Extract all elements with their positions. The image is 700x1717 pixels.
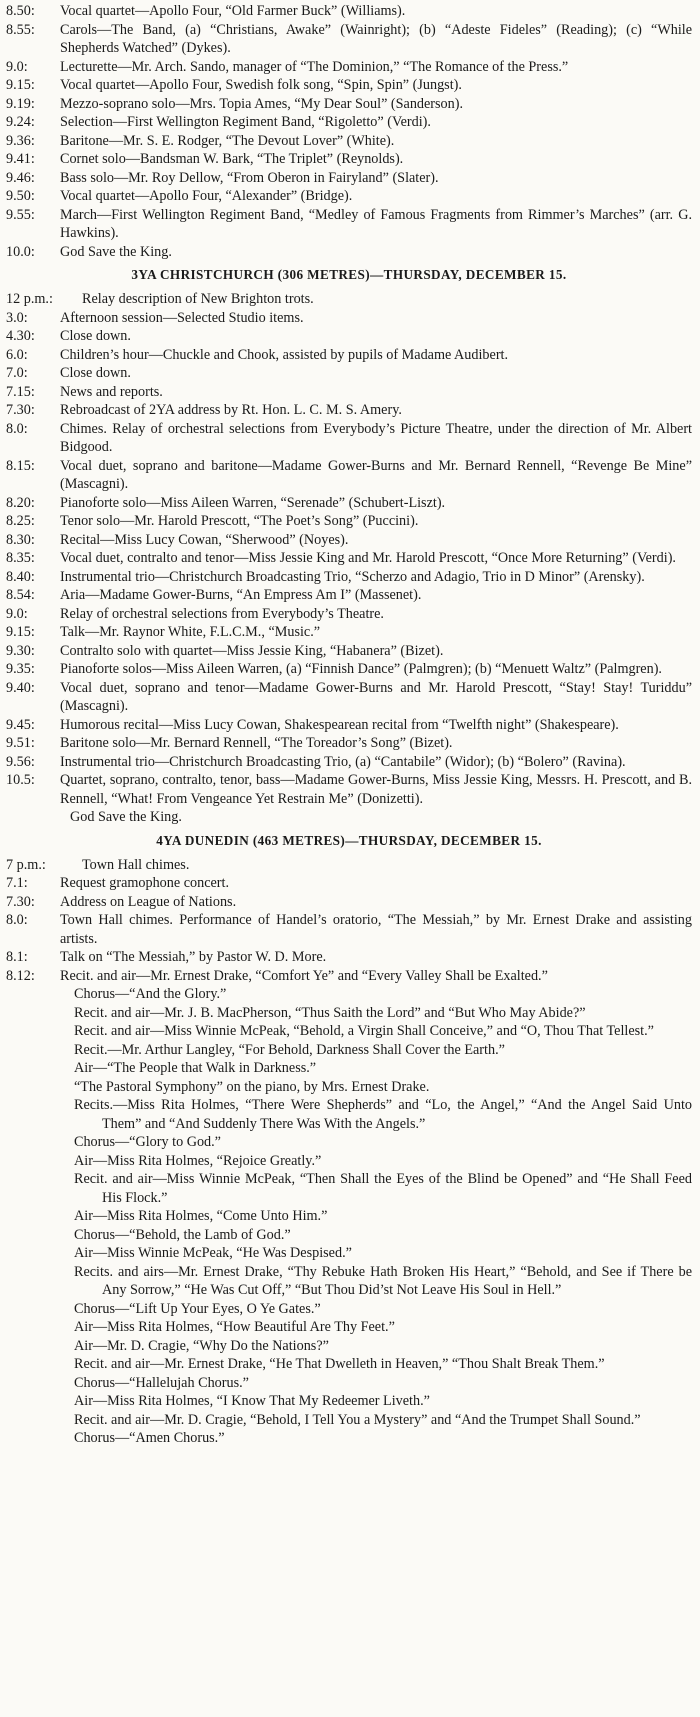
item-time: 8.35: (6, 550, 35, 566)
programme-item (6, 716, 692, 735)
item-time: 9.41: (6, 151, 35, 167)
item-time: 9.56: (6, 753, 35, 770)
programme-item (6, 605, 692, 624)
programme-item (6, 586, 692, 605)
programme-item (6, 243, 692, 262)
christchurch-programme (6, 290, 692, 808)
messiah-item: Recit. and air—Mr. J. B. MacPherson, “Thus Saith the Lord” and “But Who May Abide?” (74, 1004, 586, 1021)
programme-item (6, 95, 692, 114)
programme-item (6, 893, 692, 912)
item-time: 9.36: (6, 132, 35, 149)
programme-item (6, 327, 692, 346)
item-text: Aria—Madame Gower-Burns, “An Empress Am I” (Massenet). (60, 587, 422, 603)
programme-item (6, 309, 692, 328)
item-time: 8.50: (6, 3, 35, 19)
item-text: Carols—The Band, (a) “Christians, Awake” (Wainright); (b) “Adeste Fideles” (Reading); (c) “While Shepherds Watched” (Dykes). (60, 21, 692, 56)
item-time: 9.45: (6, 716, 35, 733)
programme-item (6, 150, 692, 169)
programme-item (6, 568, 692, 587)
item-time: 9.15: (6, 77, 35, 93)
item-text: Close down. (60, 365, 131, 381)
item-time: 8.55: (6, 21, 35, 38)
item-text: Address on League of Nations. (60, 893, 237, 910)
item-time: 9.55: (6, 206, 35, 223)
christchurch-heading: 3YA CHRISTCHURCH (306 METRES)—THURSDAY, DECEMBER 15. (131, 267, 567, 282)
messiah-item: Recit. and air—Mr. D. Cragie, “Behold, I Tell You a Mystery” and “And the Trumpet Shall Sound.” (74, 1411, 641, 1428)
item-time: 10.0: (6, 243, 35, 260)
item-time: 9.15: (6, 624, 35, 640)
item-time: 12 p.m.: (6, 291, 53, 307)
item-time: 8.30: (6, 531, 35, 548)
programme-item (6, 132, 692, 151)
item-text: Cornet solo—Bandsman W. Bark, “The Triplet” (Reynolds). (60, 151, 404, 167)
item-time: 9.50: (6, 188, 35, 204)
item-text: Afternoon session—Selected Studio items. (60, 309, 304, 326)
messiah-item: Recit.—Mr. Arthur Langley, “For Behold, Darkness Shall Cover the Earth.” (74, 1041, 505, 1058)
item-text: Vocal duet, contralto and tenor—Miss Jessie King and Mr. Harold Prescott, “Once More Returning” (Verdi). (60, 550, 676, 566)
programme-item (6, 948, 692, 967)
programme-item (6, 420, 692, 457)
messiah-item: Air—Miss Winnie McPeak, “He Was Despised.” (74, 1245, 352, 1261)
item-time: 7.15: (6, 383, 35, 400)
programme-item (6, 771, 692, 808)
messiah-item: Recit. and air—Miss Winnie McPeak, “Then Shall the Eyes of the Blind be Opened” and “He Shall Feed His Flock.” (74, 1171, 692, 1206)
item-text: March—First Wellington Regiment Band, “Medley of Famous Fragments from Rimmer’s Marches” (arr. G. Hawkins). (60, 206, 692, 241)
programme-item (6, 531, 692, 550)
programme-item (6, 549, 692, 568)
messiah-item: Chorus—“Glory to God.” (74, 1134, 221, 1150)
item-text: Pianoforte solos—Miss Aileen Warren, (a) “Finnish Dance” (Palmgren); (b) “Menuett Waltz” (Palmgren). (60, 661, 662, 677)
item-time: 7.30: (6, 893, 35, 910)
item-text: Mezzo-soprano solo—Mrs. Topia Ames, “My Dear Soul” (Sanderson). (60, 95, 464, 112)
item-text: Selection—First Wellington Regiment Band, “Rigoletto” (Verdi). (60, 114, 431, 130)
item-time: 3.0: (6, 309, 28, 326)
programme-item (6, 642, 692, 661)
messiah-item: Chorus—“And the Glory.” (74, 986, 227, 1002)
item-time: 8.0: (6, 912, 28, 928)
messiah-item: Recits. and airs—Mr. Ernest Drake, “Thy Rebuke Hath Broken His Heart,” “Behold, and See if There be Any Sorrow,” “He Was Cut Off,” “But Thou Did’st Not Leave His Soul in Hell.” (74, 1263, 692, 1298)
item-time: 9.46: (6, 169, 35, 186)
item-text: Quartet, soprano, contralto, tenor, bass—Madame Gower-Burns, Miss Jessie King, Messrs. H. Prescott, and B. Rennell, “What! From Vengeance Yet Restrain Me” (Donizetti). (60, 772, 692, 807)
programme-item (6, 494, 692, 513)
programme-item (6, 113, 692, 132)
item-time: 9.40: (6, 679, 35, 696)
item-time: 7.30: (6, 402, 35, 418)
item-text: Bass solo—Mr. Roy Dellow, “From Oberon in Fairyland” (Slater). (60, 169, 439, 186)
programme-item (6, 457, 692, 494)
programme-item (6, 169, 692, 188)
item-text: Request gramophone concert. (60, 875, 230, 891)
programme-item (6, 734, 692, 753)
programme-item (6, 187, 692, 206)
messiah-item: Air—Mr. D. Cragie, “Why Do the Nations?” (74, 1337, 329, 1354)
item-text: Relay of orchestral selections from Everybody’s Theatre. (60, 605, 384, 622)
messiah-item: Air—Miss Rita Holmes, “How Beautiful Are Thy Feet.” (74, 1319, 395, 1335)
programme-item (6, 290, 692, 309)
messiah-item: “The Pastoral Symphony” on the piano, by Mrs. Ernest Drake. (74, 1078, 430, 1095)
item-text: Rebroadcast of 2YA address by Rt. Hon. L. C. M. S. Amery. (60, 402, 402, 418)
item-time: 9.35: (6, 661, 35, 677)
messiah-item: Chorus—“Behold, the Lamb of God.” (74, 1226, 291, 1243)
item-text: Children’s hour—Chuckle and Chook, assisted by pupils of Madame Audibert. (60, 346, 509, 363)
item-time: 8.15: (6, 457, 35, 474)
item-text: Instrumental trio—Christchurch Broadcasting Trio, “Scherzo and Adagio, Trio in D Minor” (Arensky). (60, 568, 645, 585)
messiah-item: Air—Miss Rita Holmes, “I Know That My Redeemer Liveth.” (74, 1393, 430, 1409)
item-text: Relay description of New Brighton trots. (82, 291, 314, 307)
item-time: 9.0: (6, 605, 28, 622)
item-text: Instrumental trio—Christchurch Broadcasting Trio, (a) “Cantabile” (Widor); (b) “Bolero” (Ravina). (60, 753, 626, 770)
item-text: Town Hall chimes. Performance of Handel’s oratorio, “The Messiah,” by Mr. Ernest Drake and assisting artists. (60, 912, 692, 947)
programme-item (6, 856, 692, 875)
item-time: 7 p.m.: (6, 856, 46, 873)
wellington-programme-continued (6, 2, 692, 261)
item-text: Contralto solo with quartet—Miss Jessie King, “Habanera” (Bizet). (60, 642, 444, 659)
programme-item (6, 679, 692, 716)
item-text: Tenor solo—Mr. Harold Prescott, “The Poet’s Song” (Puccini). (60, 513, 419, 529)
dunedin-programme (6, 856, 692, 986)
programme-item (6, 401, 692, 420)
programme-item (6, 76, 692, 95)
item-time: 4.30: (6, 328, 35, 344)
item-text: Baritone solo—Mr. Bernard Rennell, “The Toreador’s Song” (Bizet). (60, 735, 453, 751)
item-time: 8.12: (6, 967, 35, 984)
programme-item (6, 512, 692, 531)
item-text: Vocal quartet—Apollo Four, Swedish folk song, “Spin, Spin” (Jungst). (60, 77, 462, 93)
christchurch-closing: God Save the King. (70, 809, 182, 825)
programme-item (6, 58, 692, 77)
item-time: 7.0: (6, 365, 28, 381)
item-text: Chimes. Relay of orchestral selections from Everybody’s Picture Theatre, under the direction of Mr. Albert Bidgood. (60, 420, 692, 455)
programme-item (6, 383, 692, 402)
item-text: Talk on “The Messiah,” by Pastor W. D. More. (60, 949, 327, 965)
dunedin-heading: 4YA DUNEDIN (463 METRES)—THURSDAY, DECEMBER 15. (156, 832, 542, 848)
item-text: Humorous recital—Miss Lucy Cowan, Shakespearean recital from “Twelfth night” (Shakespeare). (60, 716, 619, 733)
item-text: Vocal duet, soprano and tenor—Madame Gower-Burns and Mr. Harold Prescott, “Stay! Stay! Turiddu” (Mascagni). (60, 679, 692, 714)
item-time: 8.1: (6, 949, 28, 965)
item-time: 6.0: (6, 346, 28, 363)
item-text: Vocal quartet—Apollo Four, “Alexander” (Bridge). (60, 188, 353, 204)
item-text: Lecturette—Mr. Arch. Sando, manager of “The Dominion,” “The Romance of the Press.” (60, 58, 569, 75)
programme-item (6, 2, 692, 21)
messiah-item: Chorus—“Hallelujah Chorus.” (74, 1374, 249, 1391)
item-time: 8.20: (6, 494, 35, 511)
messiah-items (6, 985, 692, 1448)
item-time: 9.0: (6, 58, 28, 75)
item-time: 7.1: (6, 875, 28, 891)
messiah-item: Chorus—“Amen Chorus.” (74, 1430, 225, 1446)
programme-item (6, 911, 692, 948)
item-text: Talk—Mr. Raynor White, F.L.C.M., “Music.” (60, 624, 321, 640)
item-text: Town Hall chimes. (82, 856, 190, 873)
item-text: Vocal duet, soprano and baritone—Madame Gower-Burns and Mr. Bernard Rennell, “Revenge Be Mine” (Mascagni). (60, 457, 692, 492)
item-time: 9.51: (6, 735, 35, 751)
programme-item (6, 967, 692, 986)
messiah-item: Air—Miss Rita Holmes, “Come Unto Him.” (74, 1208, 328, 1224)
item-time: 9.30: (6, 642, 35, 659)
item-text: Vocal quartet—Apollo Four, “Old Farmer Buck” (Williams). (60, 3, 406, 19)
item-time: 10.5: (6, 772, 35, 788)
messiah-item: Recits.—Miss Rita Holmes, “There Were Shepherds” and “Lo, the Angel,” “And the Angel Said Unto Them” and “And Suddenly There Was With the Angels.” (74, 1097, 692, 1132)
item-time: 8.0: (6, 420, 28, 437)
programme-item (6, 364, 692, 383)
programme-item (6, 206, 692, 243)
item-text: Close down. (60, 328, 131, 344)
messiah-item: Recit. and air—Miss Winnie McPeak, “Behold, a Virgin Shall Conceive,” and “O, Thou That Tellest.” (74, 1023, 654, 1039)
programme-item (6, 874, 692, 893)
item-text: God Save the King. (60, 243, 172, 260)
item-time: 8.25: (6, 513, 35, 529)
programme-item (6, 753, 692, 772)
messiah-item: Air—“The People that Walk in Darkness.” (74, 1060, 317, 1076)
messiah-item: Chorus—“Lift Up Your Eyes, O Ye Gates.” (74, 1300, 321, 1317)
item-text: Baritone—Mr. S. E. Rodger, “The Devout Lover” (White). (60, 132, 395, 149)
item-time: 9.24: (6, 114, 35, 130)
item-text: News and reports. (60, 383, 163, 400)
programme-item (6, 21, 692, 58)
item-time: 9.19: (6, 95, 35, 112)
item-text: Recit. and air—Mr. Ernest Drake, “Comfort Ye” and “Every Valley Shall be Exalted.” (60, 967, 548, 984)
programme-item (6, 623, 692, 642)
item-text: Recital—Miss Lucy Cowan, “Sherwood” (Noyes). (60, 531, 349, 548)
item-time: 8.40: (6, 568, 35, 585)
programme-item (6, 346, 692, 365)
messiah-item: Recit. and air—Mr. Ernest Drake, “He That Dwelleth in Heaven,” “Thou Shalt Break Them.” (74, 1356, 605, 1372)
programme-item (6, 660, 692, 679)
messiah-item: Air—Miss Rita Holmes, “Rejoice Greatly.” (74, 1152, 322, 1169)
item-text: Pianoforte solo—Miss Aileen Warren, “Serenade” (Schubert-Liszt). (60, 494, 446, 511)
item-time: 8.54: (6, 587, 35, 603)
